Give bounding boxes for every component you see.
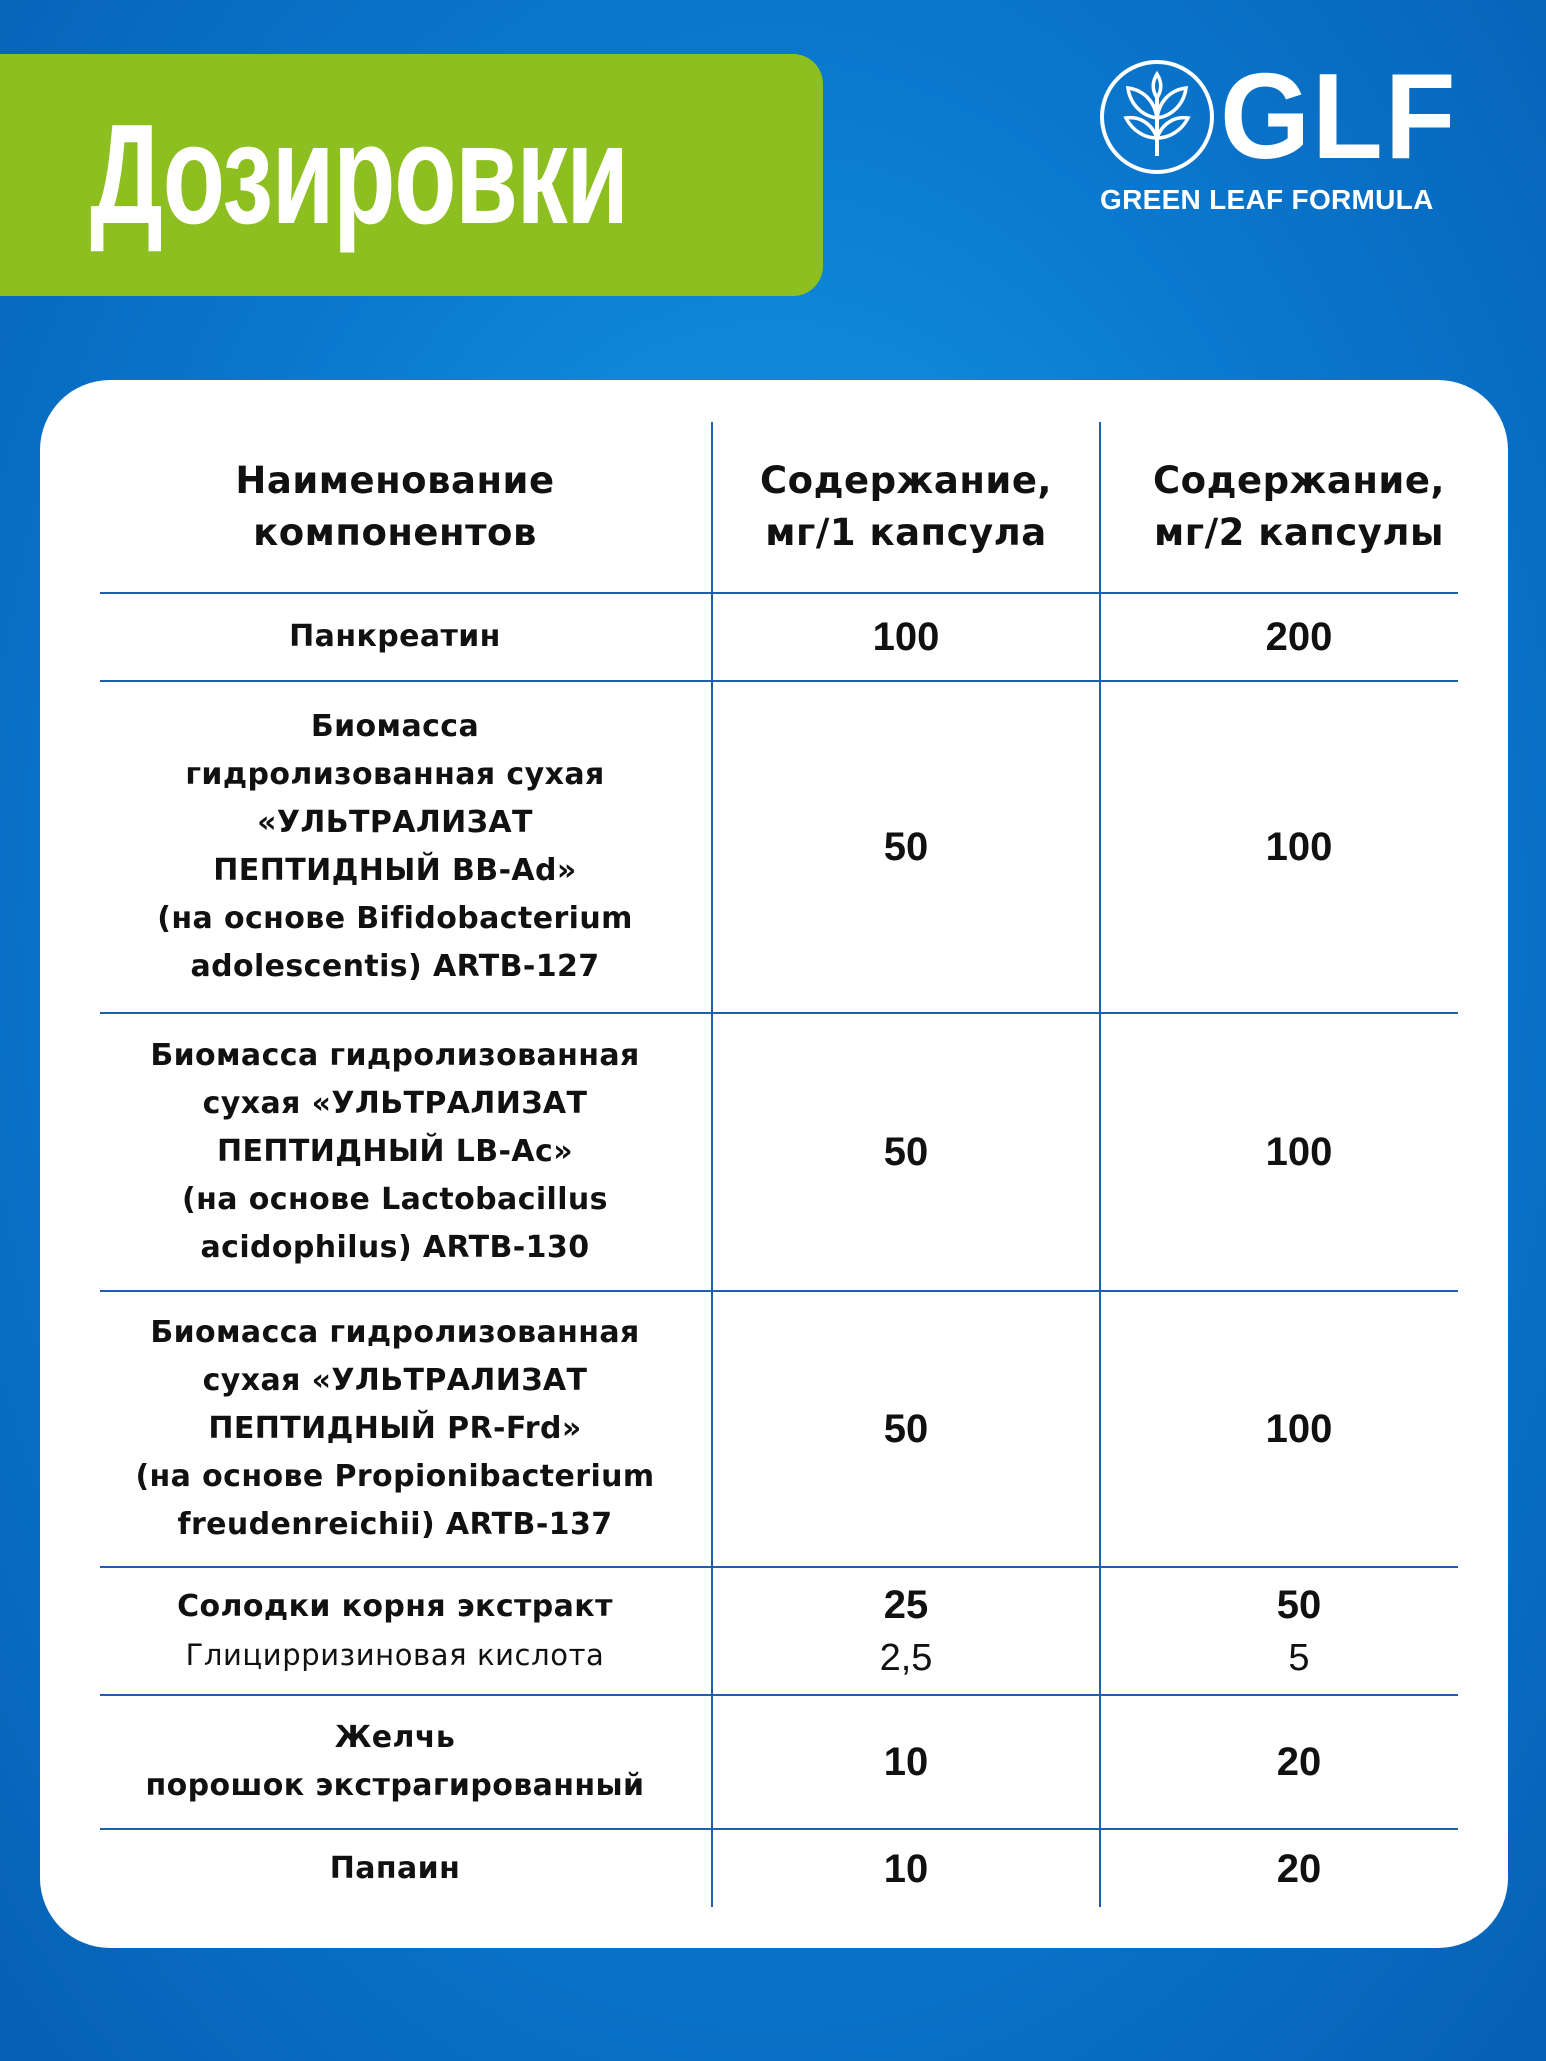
- column-header-line: Содержание,: [760, 459, 1052, 502]
- component-name-line: гидролизованная сухая: [185, 757, 605, 792]
- component-name: [80, 1696, 710, 1828]
- dose-value: 25: [883, 1583, 929, 1627]
- dose-two-capsules: [1101, 594, 1497, 680]
- component-name-line: порошок экстрагированный: [145, 1768, 645, 1803]
- component-name: [80, 1014, 710, 1290]
- component-name: [80, 1292, 710, 1566]
- dose-one-capsule: [713, 1696, 1099, 1828]
- dose-two-capsules: [1101, 1292, 1497, 1566]
- component-name-line: acidophilus) ARTB-130: [200, 1230, 590, 1265]
- component-name-line: ПЕПТИДНЫЙ LB-Ac»: [217, 1134, 573, 1169]
- dose-two-capsules: [1101, 1696, 1497, 1828]
- dose-value: 200: [1265, 615, 1333, 659]
- column-header-line: мг/1 капсула: [765, 511, 1047, 554]
- component-name: [80, 1830, 710, 1908]
- dose-one-capsule: [713, 682, 1099, 1012]
- dose-value: 10: [883, 1847, 929, 1891]
- component-name-line: ПЕПТИДНЫЙ PR-Frd»: [208, 1411, 582, 1446]
- column-header-per-capsule: [713, 422, 1099, 592]
- column-header-component: [80, 422, 710, 592]
- component-name-line: Солодки корня экстракт: [177, 1589, 613, 1624]
- component-name-line: (на основе Propionibacterium: [135, 1459, 655, 1494]
- column-header-line: Наименование: [235, 459, 555, 502]
- dose-one-capsule: [713, 1292, 1099, 1566]
- component-name-line: Папаин: [329, 1851, 461, 1886]
- dose-value: 50: [1276, 1583, 1322, 1627]
- dose-two-capsules: [1101, 682, 1497, 1012]
- component-name-line: Биомасса: [310, 709, 480, 744]
- dose-one-capsule: [713, 1830, 1099, 1908]
- column-header-line: Содержание,: [1153, 459, 1445, 502]
- dose-value: 50: [883, 825, 929, 869]
- page-title: Дозировки: [90, 95, 628, 254]
- component-name-line: «УЛЬТРАЛИЗАТ: [257, 805, 533, 840]
- dose-value: 100: [1265, 1130, 1333, 1174]
- component-name-line: adolescentis) ARTB-127: [190, 949, 600, 984]
- component-name-line: Биомасса гидролизованная: [150, 1315, 640, 1350]
- dose-value: 50: [883, 1407, 929, 1451]
- dose-one-capsule: [713, 594, 1099, 680]
- component-name-line: сухая «УЛЬТРАЛИЗАТ: [202, 1086, 588, 1121]
- component-name-line: freudenreichii) ARTB-137: [177, 1507, 613, 1542]
- component-name: [80, 594, 710, 680]
- title-banner: [0, 54, 823, 296]
- dose-sub-value: 5: [1288, 1637, 1310, 1679]
- component-name-line: (на основе Lactobacillus: [182, 1182, 608, 1217]
- component-name: [80, 1568, 710, 1694]
- dose-value: 50: [883, 1130, 929, 1174]
- dose-one-capsule: [713, 1568, 1099, 1694]
- component-name-line: (на основе Bifidobacterium: [157, 901, 633, 936]
- dose-sub-value: 2,5: [879, 1637, 933, 1679]
- dose-value: 20: [1276, 1740, 1322, 1784]
- dose-two-capsules: [1101, 1568, 1497, 1694]
- dose-value: 20: [1276, 1847, 1322, 1891]
- dose-value: 10: [883, 1740, 929, 1784]
- component-name-line: Желчь: [334, 1720, 456, 1755]
- dosage-table-card: [40, 380, 1508, 1948]
- column-header-per-two-capsules: [1101, 422, 1497, 592]
- component-name: [80, 682, 710, 1012]
- logo-tagline: GREEN LEAF FORMULA: [1100, 184, 1434, 215]
- component-name-line: сухая «УЛЬТРАЛИЗАТ: [202, 1363, 588, 1398]
- component-name-line: Биомасса гидролизованная: [150, 1038, 640, 1073]
- component-sub-name: Глицирризиновая кислота: [185, 1638, 605, 1672]
- column-header-line: компонентов: [253, 511, 537, 554]
- dose-two-capsules: [1101, 1014, 1497, 1290]
- leaf-emblem-icon: [1098, 58, 1216, 176]
- dose-one-capsule: [713, 1014, 1099, 1290]
- dose-two-capsules: [1101, 1830, 1497, 1908]
- dose-value: 100: [1265, 1407, 1333, 1451]
- component-name-line: ПЕПТИДНЫЙ BB-Ad»: [213, 853, 577, 888]
- brand-logo: [1098, 48, 1488, 218]
- component-name-line: Панкреатин: [289, 619, 501, 654]
- dose-value: 100: [1265, 825, 1333, 869]
- column-header-line: мг/2 капсулы: [1154, 511, 1444, 554]
- dose-value: 100: [872, 615, 940, 659]
- logo-letters: GLF: [1220, 48, 1458, 184]
